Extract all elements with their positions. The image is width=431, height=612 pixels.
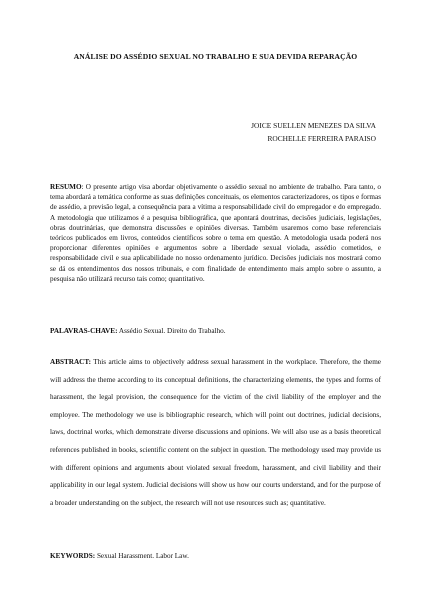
palavras-chave-label: PALAVRAS-CHAVE: [50,327,118,335]
palavras-chave-paragraph [50,326,381,336]
author-name: JOICE SUELLEN MENEZES DA SILVA [251,121,376,130]
paper-title: ANÁLISE DO ASSÉDIO SEXUAL NO TRABALHO E SUA DEVIDA REPARAÇÃO [73,52,358,61]
resumo-label: RESUMO [50,183,82,191]
abstract-label: ABSTRACT: [50,358,92,366]
palavras-chave-text: Assédio Sexual. Direito do Trabalho. [117,327,226,335]
author-name: ROCHELLE FERREIRA PARAISO [267,134,376,143]
keywords-paragraph [50,551,381,561]
resumo-text: : O presente artigo visa abordar objetivamente o assédio sexual no ambiente de trabalho. Para tanto, o tema abordará a temática conforme as suas definições conceituais, os elementos caracterizadores, os tipos e formas de assédio, a previsão legal, a consequência para a vítima a responsabilidade civil do empregador e do empregado. A metodologia que utilizamos é a pesquisa bibliográfica, que apontará doutrinas, decisões judiciais, legislações, obras doutrinárias, que demonstra discussões e opiniões diversas. Também usaremos como base referenciais teóricos publicados em livros, conteúdos científicos sobre o tema em questão. A metodologia usada poderá nos proporcionar diferentes opiniões e argumentos sobre a liberdade sexual violada, assédio cometidos, e responsabilidade civil e sua aplicabilidade no nosso ordenamento jurídico. Decisões judiciais nos mostrará como se dá os entendimentos dos nossos tribunais, e com finalidade de entendimento mais amplo sobre o assunto, a pesquisa não utilizará recurso tais como; quantitativo. [50,183,381,283]
resumo-paragraph [50,182,381,284]
author-list [251,119,376,145]
keywords-label: KEYWORDS: [50,552,96,560]
abstract-text: This article aims to objectively address sexual harassment in the workplace. Therefore, the theme will address the theme according to its conceptual definitions, the characterizing elements, the types and forms of harassment, the legal provision, the consequence for the victim of the civil liability of the employer and the employee. The methodology we use is bibliographic research, which will point out doctrines, judicial decisions, laws, doctrinal works, which demonstrate diverse discussions and opinions. We will also use as a basis theoretical references published in books, scientific content on the subject in question. The methodology used may provide us with different opinions and arguments about violated sexual freedom, harassment, and civil liability and their applicability in our legal system. Judicial decisions will show us how our courts understand, and for the purpose of a broader understanding on the subject, the research will not use resources such as; quantitative. [50,358,381,507]
abstract-paragraph [50,354,381,512]
keywords-text: Sexual Harassment. Labor Law. [95,552,189,560]
